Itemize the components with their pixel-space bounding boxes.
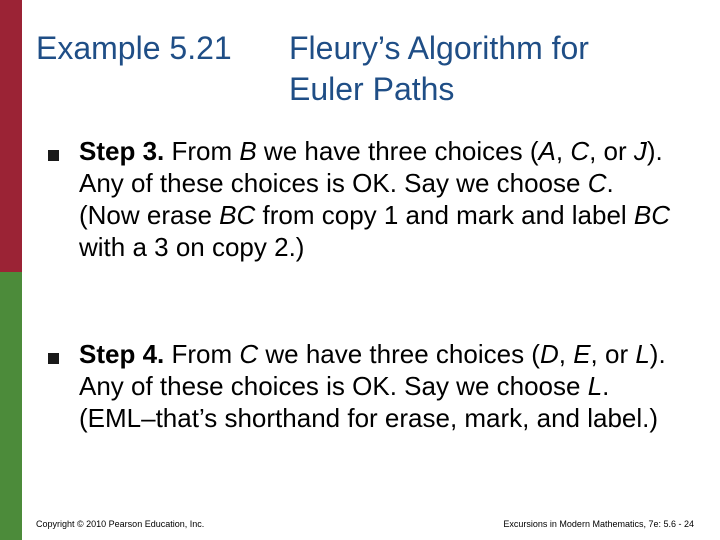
italic-term: B	[239, 136, 257, 166]
footer-copyright: Copyright © 2010 Pearson Education, Inc.	[36, 519, 205, 529]
body-text: From	[164, 339, 240, 369]
body-text: . (EML–that’s shorthand for erase, mark, and label.)	[79, 371, 659, 433]
italic-term: D	[539, 339, 559, 369]
italic-term: J	[633, 136, 647, 166]
body-text: ). Any of these choices is OK. Say we choose	[79, 136, 663, 198]
italic-term: L	[635, 339, 650, 369]
bullet-step-3	[79, 135, 679, 263]
body-text: , or	[589, 136, 634, 166]
body-text: we have three choices (	[256, 136, 539, 166]
body-text: we have three choices (	[258, 339, 540, 369]
body-text: From	[164, 136, 240, 166]
italic-term: C	[570, 136, 590, 166]
italic-term: BC	[219, 200, 256, 230]
step-body	[79, 339, 666, 433]
footer-book-reference: Excursions in Modern Mathematics, 7e: 5.6 - 24	[503, 519, 694, 529]
body-text: , or	[590, 339, 636, 369]
bullet-square-icon	[48, 150, 59, 161]
bullet-step-4	[79, 338, 679, 434]
body-text: . (Now erase	[79, 168, 614, 230]
title-example-label: Example 5.21	[36, 30, 232, 66]
step-label: Step 3.	[79, 136, 165, 166]
title-line-1: Fleury’s Algorithm for	[289, 30, 589, 66]
step-label: Step 4.	[79, 339, 165, 369]
body-text: ,	[558, 339, 574, 369]
title-topic	[289, 28, 589, 110]
body-text: with a 3 on copy 2.)	[79, 232, 305, 262]
title-line-2: Euler Paths	[289, 71, 455, 107]
body-text: ,	[555, 136, 571, 166]
step-body	[79, 136, 670, 262]
italic-term: A	[538, 136, 556, 166]
italic-term: L	[587, 371, 603, 401]
italic-term: BC	[633, 200, 671, 230]
italic-term: E	[573, 339, 591, 369]
body-text: ). Any of these choices is OK. Say we choose	[79, 339, 666, 401]
accent-bar-red	[0, 0, 22, 272]
bullet-square-icon	[48, 353, 59, 364]
body-text: from copy 1 and mark and label	[255, 200, 634, 230]
italic-term: C	[587, 168, 607, 198]
italic-term: C	[239, 339, 259, 369]
accent-bar-green	[0, 272, 22, 540]
